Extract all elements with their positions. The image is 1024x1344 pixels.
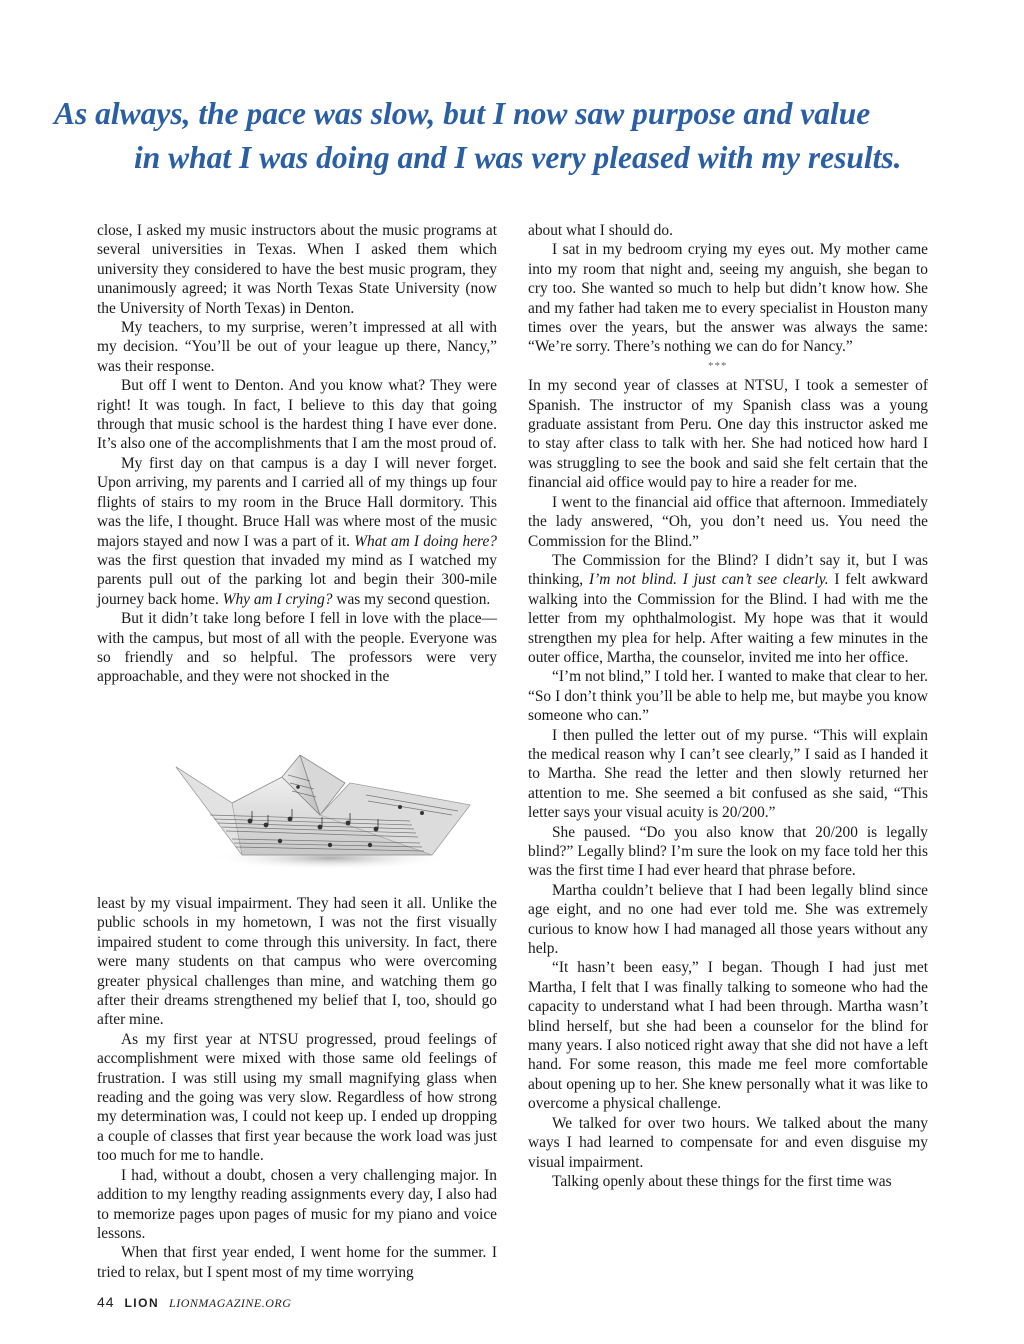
paragraph: about what I should do. xyxy=(528,222,673,239)
pull-quote-line-2: in what I was doing and I was very pleased with my results. xyxy=(134,140,902,175)
paragraph: She paused. “Do you also know that 20/200 is legally blind?” Legally blind? I’m sure the look on my face told her this was the first time I had ever heard that phrase before. xyxy=(528,823,928,880)
magazine-name: LION xyxy=(124,1296,160,1310)
right-column xyxy=(528,221,928,1191)
paragraph: But off I went to Denton. And you know what? They were right! It was tough. In fact, I believe to this day that going through that music school is the hardest thing I have ever done. It’s also one of the accomplishments that I am the most proud of. xyxy=(97,377,497,453)
paragraph: But it didn’t take long before I fell in love with the place—with the campus, but most of all with the people. Everyone was so friendly and so helpful. The professors were very approachable, and they were not shocked in the xyxy=(97,610,497,686)
text-run: was my second question. xyxy=(332,590,491,608)
paragraph xyxy=(528,551,928,667)
text-run: My first day on that campus is a day I will never forget. Upon arriving, my parents and I carried all of my things up four flights of stairs to my room in the Bruce Hall dormitory. This was the life, I thought. Bruce Hall was where most of the music majors stayed and now I was a part of it. xyxy=(97,454,497,550)
text-run: was the first question that invaded my mind as I watched my parents pull out of the parking lot and begin their 300-mile journey back home. xyxy=(97,551,497,608)
pull-quote xyxy=(40,92,984,180)
paragraph: We talked for over two hours. We talked about the many ways I had learned to compensate for and even disguise my visual impairment. xyxy=(528,1114,928,1171)
paragraph: My teachers, to my surprise, weren’t impressed at all with my decision. “You’ll be out of your league up there, Nancy,” was their response. xyxy=(97,319,497,375)
paragraph: “I’m not blind,” I told her. I wanted to make that clear to her. “So I don’t think you’ll be able to help me, but maybe you know someone who can.” xyxy=(528,668,928,725)
left-column-bottom xyxy=(97,894,497,1282)
paragraph: Talking openly about these things for the first time was xyxy=(552,1172,892,1190)
paragraph: least by my visual impairment. They had seen it all. Unlike the public schools in my hometown, I was not the first visually impaired student to come through this university. In fact, there were many students on that campus who were overcoming greater physical challenges than mine, and watching them go after their dreams strengthened my belief that I, too, should go after mine. xyxy=(97,895,497,1029)
paragraph: I had, without a doubt, chosen a very challenging major. In addition to my lengthy reading assignments every day, I also had to memorize pages upon pages of music for my piano and voice lessons. xyxy=(97,1166,497,1242)
paper-boat-illustration xyxy=(170,755,480,875)
pull-quote-line-1: As always, the pace was slow, but I now saw purpose and value xyxy=(54,96,871,131)
paragraph: In my second year of classes at NTSU, I took a semester of Spanish. The instructor of my Spanish class was a young graduate assistant from Peru. One day this instructor asked me to stay after class to talk with her. She had noticed how hard I was struggling to see the book and said she felt certain that the financial aid office would pay to hire a reader for me. xyxy=(528,377,928,492)
paragraph: I sat in my bedroom crying my eyes out. My mother came into my room that night and, seeing my anguish, she began to cry too. She wanted so much to help but didn’t know how. She and my father had taken me to every specialist in Houston many times over the years, but the answer was always the same: “We’re sorry. There’s nothing we can do for Nancy.” xyxy=(528,241,928,356)
paragraph: When that first year ended, I went home for the summer. I tried to relax, but I spent most of my time worrying xyxy=(97,1244,497,1281)
page-footer xyxy=(97,1294,291,1311)
text-run: The Commission for the Blind? I didn’t say it, but I was thinking, xyxy=(528,551,928,589)
paragraph: “It hasn’t been easy,” I began. Though I had just met Martha, I felt that I was finally talking to someone who had the capacity to understand what I had been through. Martha wasn’t blind herself, but she had been a counselor for the blind for many years. I also noticed right away that she did not have a left hand. For some reason, this made me feel more comfortable about opening up to her. She knew personally what it was like to overcome a physical challenge. xyxy=(528,959,928,1113)
paragraph: close, I asked my music instructors about the music programs at several universities in Texas. When I asked them which university they considered to have the best music program, they unanimously agreed; it was North Texas State University (now the University of North Texas) in Denton. xyxy=(97,222,497,317)
italic-text: What am I doing here? xyxy=(354,532,497,550)
left-column-top xyxy=(97,221,497,687)
paragraph: I then pulled the letter out of my purse. “This will explain the medical reason why I can’t see clearly,” I said as I handed it to Martha. She read the letter and then slowly returned her attention to me. She seemed a bit confused as she said, “This letter says your visual acuity is 20/200.” xyxy=(528,726,928,822)
magazine-website: LIONMAGAZINE.ORG xyxy=(169,1296,292,1310)
section-separator: *** xyxy=(708,359,728,372)
paragraph: I went to the financial aid office that afternoon. Immediately the lady answered, “Oh, you don’t need us. You need the Commission for the Blind.” xyxy=(528,493,928,550)
paragraph xyxy=(97,454,497,609)
page-number: 44 xyxy=(97,1294,115,1310)
paragraph: Martha couldn’t believe that I had been legally blind since age eight, and no one had ever told me. She was extremely curious to know how I had managed all those years without any help. xyxy=(528,881,928,958)
paragraph: As my first year at NTSU progressed, proud feelings of accomplishment were mixed with those same old feelings of frustration. I was still using my small magnifying glass when reading and the going was very slow. Regardless of how strong my determination was, I could not keep up. I ended up dropping a couple of classes that first year because the work load was just too much for me to handle. xyxy=(97,1030,497,1165)
italic-text: I’m not blind. I just can’t see clearly. xyxy=(588,571,829,589)
italic-text: Why am I crying? xyxy=(222,590,333,608)
text-run: I felt awkward walking into the Commission for the Blind. I had with me the letter from my ophthalmologist. My hope was that it would strengthen my plea for help. After waiting a few minutes in the outer office, Martha, the counselor, invited me into her office. xyxy=(528,571,929,666)
